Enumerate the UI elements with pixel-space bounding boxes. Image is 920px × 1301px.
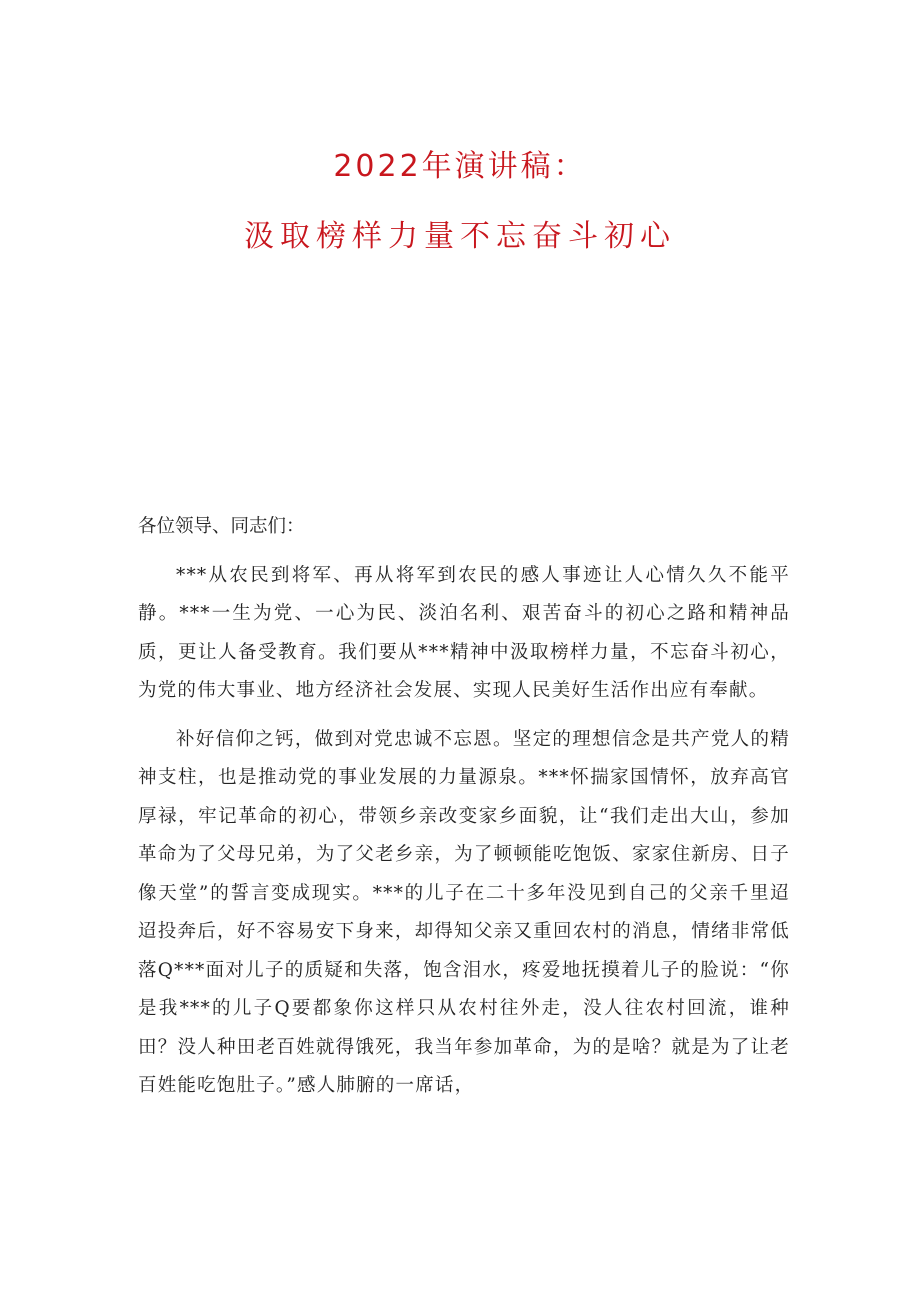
document-title-line-2: 汲取榜样力量不忘奋斗初心 — [244, 219, 676, 254]
paragraph-2: 补好信仰之钙，做到对党忠诚不忘恩。坚定的理想信念是共产党人的精神支柱，也是推动党的事业发展的力量源泉。***怀揣家国情怀，放弃高官厚禄，牢记革命的初心，带领乡亲改变家乡面貌，让“我们走出大山，参加革命为了父母兄弟，为了父老乡亲，为了顿顿能吃饱饭、家家住新房、日子像天堂”的誓言变成现实。***的儿子在二十多年没见到自己的父亲千里迢迢投奔后，好不容易安下身来，却得知父亲又重回农村的消息，情绪非常低落Q***面对儿子的质疑和失落，饱含泪水，疼爱地抚摸着儿子的脸说：“你是我***的儿子Q要都象你这样只从农村往外走，没人往农村回流，谁种田？没人种田老百姓就得饿死，我当年参加革命，为的是啥？就是为了让老百姓能吃饱肚子。”感人肺腑的一席话， — [138, 728, 790, 1096]
document-body — [138, 508, 790, 1116]
document-title-line-1: 2022年演讲稿： — [333, 149, 587, 184]
salutation: 各位领导、同志们： — [138, 516, 305, 537]
paragraph-1: ***从农民到将军、再从将军到农民的感人事迹让人心情久久不能平静。***一生为党、一心为民、淡泊名利、艰苦奋斗的初心之路和精神品质，更让人备受教育。我们要从***精神中汲取榜样力量，不忘奋斗初心，为党的伟大事业、地方经济社会发展、实现人民美好生活作出应有奉献。 — [138, 564, 790, 701]
